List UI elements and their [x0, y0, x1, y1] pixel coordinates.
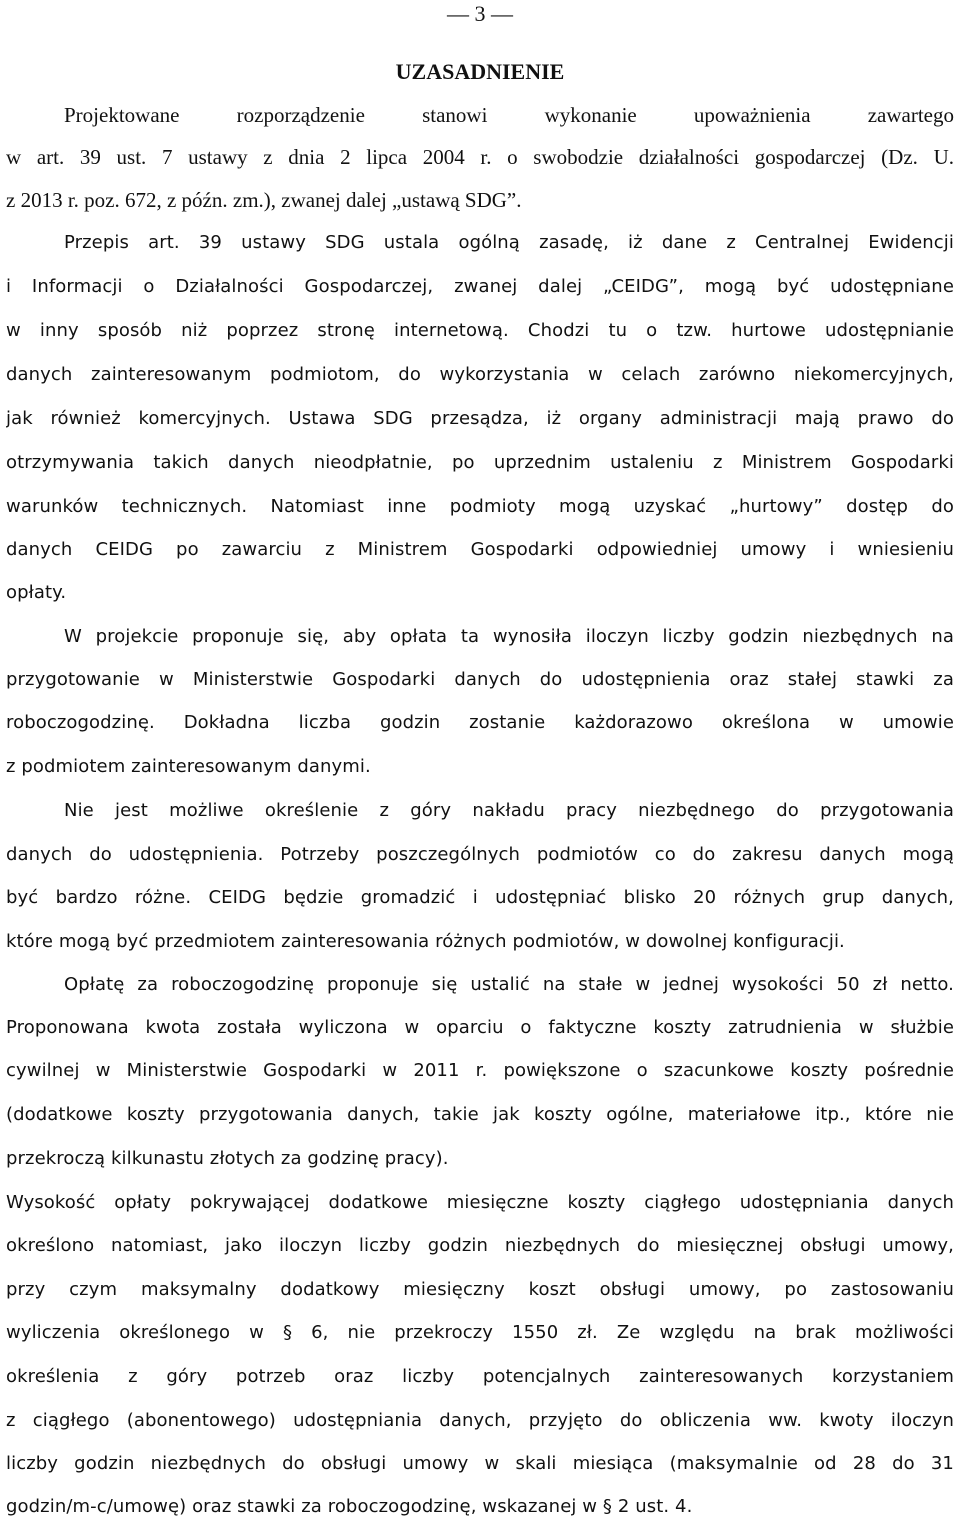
text-line: które mogą być przedmiotem zainteresowania różnych podmiotów, w dowolnej konfiguracji.: [6, 931, 845, 952]
text-line: określono natomiast, jako iloczyn liczby godzin niezbędnych do miesięcznej obsługi umowy,: [6, 1235, 954, 1256]
text-line: (dodatkowe koszty przygotowania danych, takie jak koszty ogólne, materiałowe itp., które nie: [6, 1104, 954, 1125]
text-line: warunków technicznych. Natomiast inne podmioty mogą uzyskać „hurtowy” dostęp do: [6, 496, 954, 517]
text-line: w art. 39 ust. 7 ustawy z dnia 2 lipca 2004 r. o swobodzie działalności gospodarczej (Dz. U.: [6, 145, 954, 169]
text-line: danych CEIDG po zawarciu z Ministrem Gospodarki odpowiedniej umowy i wniesieniu: [6, 539, 954, 560]
text-line: Przepis art. 39 ustawy SDG ustala ogólną zasadę, iż dane z Centralnej Ewidencji: [64, 232, 954, 253]
text-line: i Informacji o Działalności Gospodarczej, zwanej dalej „CEIDG”, mogą być udostępniane: [6, 276, 954, 297]
text-line: z 2013 r. poz. 672, z późn. zm.), zwanej dalej „ustawą SDG”.: [6, 188, 522, 212]
text-line: godzin/m-c/umowę) oraz stawki za roboczogodzinę, wskazanej w § 2 ust. 4.: [6, 1496, 693, 1517]
text-line: przekroczą kilkunastu złotych za godzinę pracy).: [6, 1148, 449, 1169]
text-line: w inny sposób niż poprzez stronę internetową. Chodzi tu o tzw. hurtowe udostępnianie: [6, 320, 954, 341]
text-line: danych do udostępnienia. Potrzeby poszczególnych podmiotów co do zakresu danych mogą: [6, 844, 954, 865]
text-line: być bardzo różne. CEIDG będzie gromadzić i udostępniać blisko 20 różnych grup danych,: [6, 887, 954, 908]
text-line: roboczogodzinę. Dokładna liczba godzin zostanie każdorazowo określona w umowie: [6, 712, 954, 733]
text-line: Opłatę za roboczogodzinę proponuje się ustalić na stałe w jednej wysokości 50 zł netto.: [64, 974, 954, 995]
text-line: jak również komercyjnych. Ustawa SDG przesądza, iż organy administracji mają prawo do: [6, 408, 954, 429]
text-line: z podmiotem zainteresowanym danymi.: [6, 756, 371, 777]
page-number: — 3 —: [447, 1, 513, 26]
text-line: liczby godzin niezbędnych do obsługi umowy w skali miesiąca (maksymalnie od 28 do 31: [6, 1453, 954, 1474]
document-title: UZASADNIENIE: [395, 59, 565, 84]
text-line: określenia z góry potrzeb oraz liczby potencjalnych zainteresowanych korzystaniem: [6, 1366, 954, 1387]
text-line: Nie jest możliwe określenie z góry nakładu pracy niezbędnego do przygotowania: [64, 800, 954, 821]
text-line: przy czym maksymalny dodatkowy miesięczny koszt obsługi umowy, po zastosowaniu: [6, 1279, 954, 1300]
text-line: wyliczenia określonego w § 6, nie przekroczy 1550 zł. Ze względu na brak możliwości: [6, 1322, 954, 1343]
text-line: W projekcie proponuje się, aby opłata ta wynosiła iloczyn liczby godzin niezbędnych na: [64, 626, 954, 647]
text-line: Wysokość opłaty pokrywającej dodatkowe miesięczne koszty ciągłego udostępniania danych: [6, 1192, 954, 1213]
text-line: z ciągłego (abonentowego) udostępniania danych, przyjęto do obliczenia ww. kwoty iloczyn: [6, 1410, 954, 1431]
text-line: opłaty.: [6, 582, 67, 603]
text-line: cywilnej w Ministerstwie Gospodarki w 2011 r. powiększone o szacunkowe koszty pośrednie: [6, 1060, 954, 1081]
text-line: Proponowana kwota została wyliczona w oparciu o faktyczne koszty zatrudnienia w służbie: [6, 1017, 954, 1038]
text-line: Projektowane rozporządzenie stanowi wykonanie upoważnienia zawartego: [64, 103, 954, 127]
text-line: otrzymywania takich danych nieodpłatnie, po uprzednim ustaleniu z Ministrem Gospodarki: [6, 452, 954, 473]
text-line: przygotowanie w Ministerstwie Gospodarki danych do udostępnienia oraz stałej stawki za: [6, 669, 954, 690]
text-line: danych zainteresowanym podmiotom, do wykorzystania w celach zarówno niekomercyjnych,: [6, 364, 954, 385]
